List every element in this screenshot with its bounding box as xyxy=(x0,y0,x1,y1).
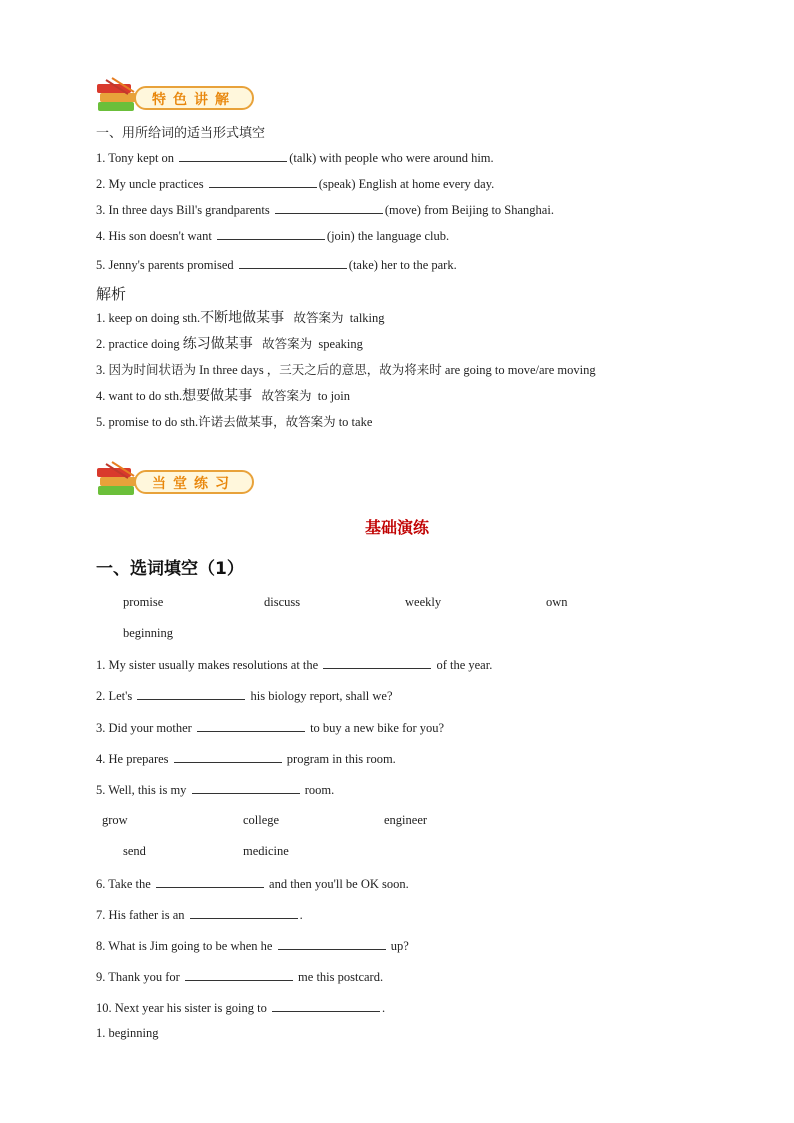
answer-blank[interactable] xyxy=(275,201,383,214)
exercise-item: 3. Did your mother to buy a new bike for you? xyxy=(96,721,445,735)
exercise-item: 5. Well, this is my room. xyxy=(96,783,335,797)
exercise-item: 10. Next year his sister is going to . xyxy=(96,1001,386,1015)
analysis-heading: 解析 xyxy=(96,285,127,303)
answer-blank[interactable] xyxy=(217,227,325,240)
word-bank-item: weekly xyxy=(405,595,442,609)
exercise-item: 1. My sister usually makes resolutions at the of the year. xyxy=(96,658,493,672)
answer-blank[interactable] xyxy=(156,875,264,888)
exercise-item: 4. His son doesn't want (join) the language club. xyxy=(96,229,450,243)
answer-blank[interactable] xyxy=(197,719,305,732)
word-bank-item: engineer xyxy=(384,813,428,827)
section-heading: 一、用所给词的适当形式填空 xyxy=(96,126,266,141)
word-bank-item: beginning xyxy=(123,626,173,640)
exercise-item: 2. My uncle practices (speak) English at home every day. xyxy=(96,177,495,191)
analysis-line: 2. practice doing 练习做某事 故答案为 speaking xyxy=(96,336,363,352)
answer-line: 1. beginning xyxy=(96,1026,159,1040)
exercise-item: 1. Tony kept on (talk) with people who were around him. xyxy=(96,151,494,165)
answer-blank[interactable] xyxy=(323,656,431,669)
section-banner-practice xyxy=(94,460,260,502)
answer-blank[interactable] xyxy=(174,750,282,763)
exercise-item: 6. Take the and then you'll be OK soon. xyxy=(96,877,409,891)
answer-blank[interactable] xyxy=(209,175,317,188)
answer-blank[interactable] xyxy=(137,687,245,700)
section-banner-features xyxy=(94,76,260,118)
exercise-item: 8. What is Jim going to be when he up? xyxy=(96,939,409,953)
word-bank-item: own xyxy=(546,595,568,609)
exercise-item: 4. He prepares program in this room. xyxy=(96,752,396,766)
banner-label: 当堂练习 xyxy=(152,476,236,492)
exercise-item: 3. In three days Bill's grandparents (move) from Beijing to Shanghai. xyxy=(96,203,554,217)
analysis-line: 5. promise to do sth.许诺去做某事，故答案为 to take xyxy=(96,415,373,429)
answer-blank[interactable] xyxy=(278,937,386,950)
answer-blank[interactable] xyxy=(192,781,300,794)
exercise-item: 2. Let's his biology report, shall we? xyxy=(96,689,393,703)
answer-blank[interactable] xyxy=(185,968,293,981)
word-bank-item: college xyxy=(243,813,280,827)
word-bank-item: medicine xyxy=(243,844,289,858)
practice-title: 基础演练 xyxy=(364,518,429,537)
banner-label: 特色讲解 xyxy=(152,92,236,108)
answer-blank[interactable] xyxy=(190,906,298,919)
word-bank-item: send xyxy=(123,844,146,858)
exercise-item: 7. His father is an . xyxy=(96,908,303,922)
answer-blank[interactable] xyxy=(272,999,380,1012)
analysis-line: 3. 因为时间状语为 In three days ，三天之后的意思，故为将来时 are going to move/are moving xyxy=(96,363,596,377)
word-bank-item: promise xyxy=(123,595,164,609)
exercise-item: 9. Thank you for me this postcard. xyxy=(96,970,384,984)
analysis-line: 4. want to do sth.想要做某事 故答案为 to join xyxy=(96,388,351,404)
exercise-item: 5. Jenny's parents promised (take) her to the park. xyxy=(96,258,457,272)
answer-blank[interactable] xyxy=(179,149,287,162)
section-heading: 一、选词填空（1） xyxy=(96,559,244,579)
word-bank-item: grow xyxy=(102,813,128,827)
answer-blank[interactable] xyxy=(239,256,347,269)
word-bank-item: discuss xyxy=(264,595,301,609)
analysis-line: 1. keep on doing sth.不断地做某事 故答案为 talking xyxy=(96,310,385,326)
